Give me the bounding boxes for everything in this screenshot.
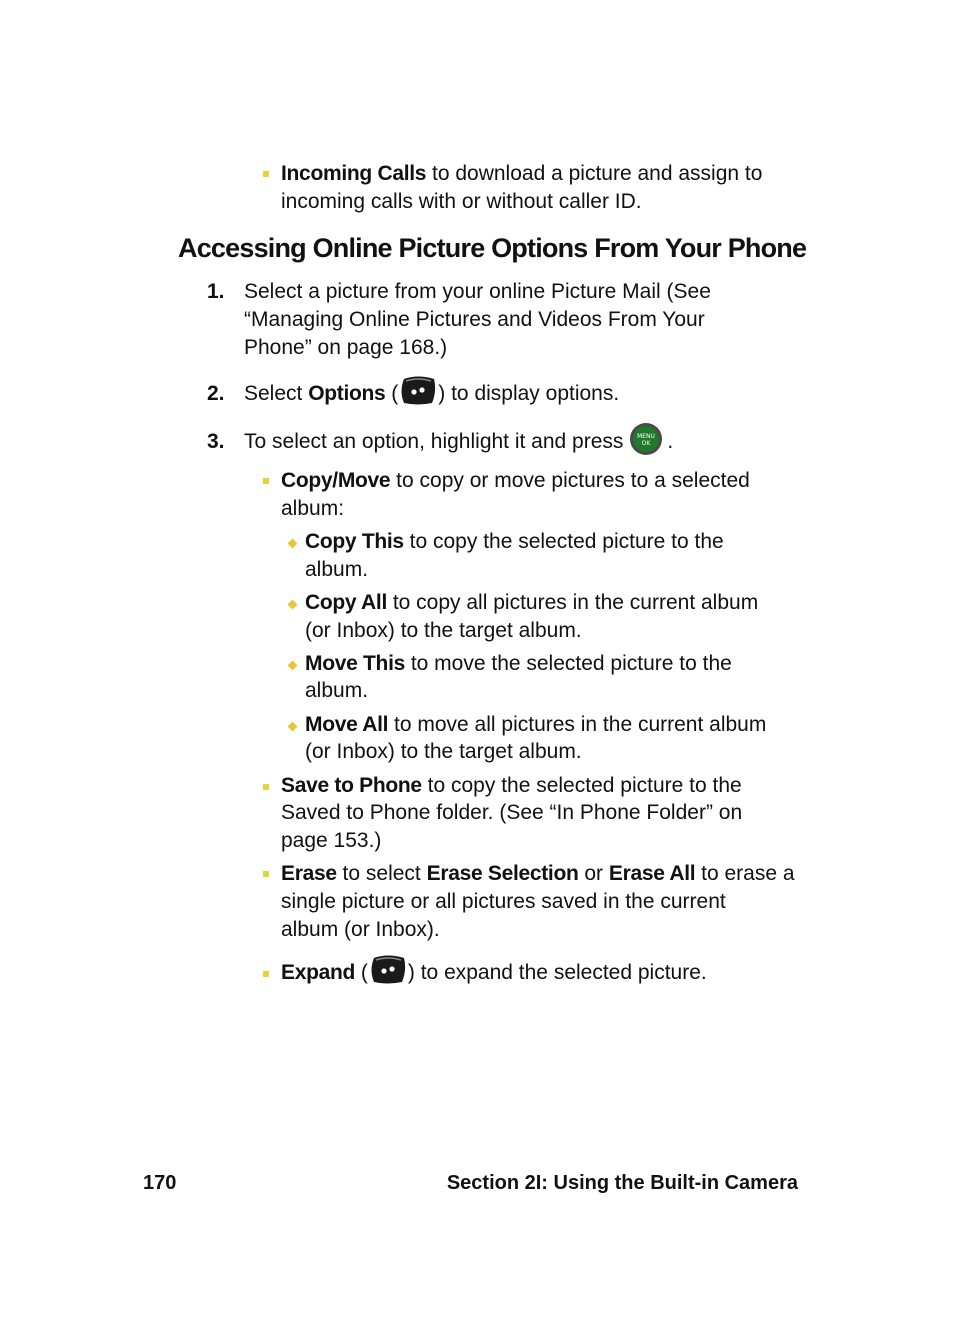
sub-bullet-move-all: Move All to move all pictures in the current album <box>305 713 767 736</box>
step-number-3: 3. <box>207 430 225 453</box>
step-1-line-3: Phone” on page 168.) <box>244 336 448 359</box>
bullet-incoming-calls: Incoming Calls to download a picture and assign to <box>281 162 763 185</box>
bullet-marker <box>263 871 269 877</box>
step-2-text: Select Options ( ) to display options. <box>244 380 619 408</box>
diamond-marker <box>288 539 298 549</box>
bullet-marker <box>263 784 269 790</box>
step-number-2: 2. <box>207 382 225 405</box>
bullet-marker <box>263 971 269 977</box>
sub-bullet-copy-all-cont: (or Inbox) to the target album. <box>305 619 582 642</box>
diamond-marker <box>288 722 298 732</box>
bullet-erase-cont-1: single picture or all pictures saved in the current <box>281 890 726 913</box>
softkey-icon <box>399 375 437 407</box>
step-3-text: To select an option, highlight it and press MENU OK . <box>244 428 673 456</box>
bullet-expand: Expand ( ) to expand the selected picture. <box>281 959 707 987</box>
section-heading: Accessing Online Picture Options From Your Phone <box>178 233 807 263</box>
menu-ok-key-icon <box>629 422 663 456</box>
bullet-marker <box>263 171 269 177</box>
softkey-icon <box>369 954 407 986</box>
bullet-erase: Erase to select Erase Selection or Erase All to erase a <box>281 862 795 885</box>
bullet-save-to-phone-cont-1: Saved to Phone folder. (See “In Phone Folder” on <box>281 801 743 824</box>
step-1-line-1: Select a picture from your online Picture Mail (See <box>244 280 711 303</box>
bullet-copy-move: Copy/Move to copy or move pictures to a selected <box>281 469 750 492</box>
diamond-marker <box>288 600 298 610</box>
bullet-copy-move-cont: album: <box>281 497 345 520</box>
bullet-incoming-calls-cont: incoming calls with or without caller ID. <box>281 190 642 213</box>
sub-bullet-move-this: Move This to move the selected picture to the <box>305 652 732 675</box>
step-number-1: 1. <box>207 280 225 303</box>
sub-bullet-move-all-cont: (or Inbox) to the target album. <box>305 740 582 763</box>
sub-bullet-copy-all: Copy All to copy all pictures in the current album <box>305 591 759 614</box>
diamond-marker <box>288 661 298 671</box>
sub-bullet-copy-this: Copy This to copy the selected picture to the <box>305 530 724 553</box>
sub-bullet-copy-this-cont: album. <box>305 558 369 581</box>
sub-bullet-move-this-cont: album. <box>305 679 369 702</box>
svg-text:OK: OK <box>642 440 651 448</box>
page-number: 170 <box>143 1172 177 1194</box>
section-title-footer: Section 2I: Using the Built-in Camera <box>446 1172 798 1194</box>
bullet-save-to-phone-cont-2: page 153.) <box>281 829 382 852</box>
bullet-marker <box>263 478 269 484</box>
step-1-line-2: “Managing Online Pictures and Videos From Your <box>244 308 705 331</box>
bullet-erase-cont-2: album (or Inbox). <box>281 918 440 941</box>
svg-text:MENU: MENU <box>637 433 656 441</box>
bullet-save-to-phone: Save to Phone to copy the selected picture to the <box>281 774 742 797</box>
